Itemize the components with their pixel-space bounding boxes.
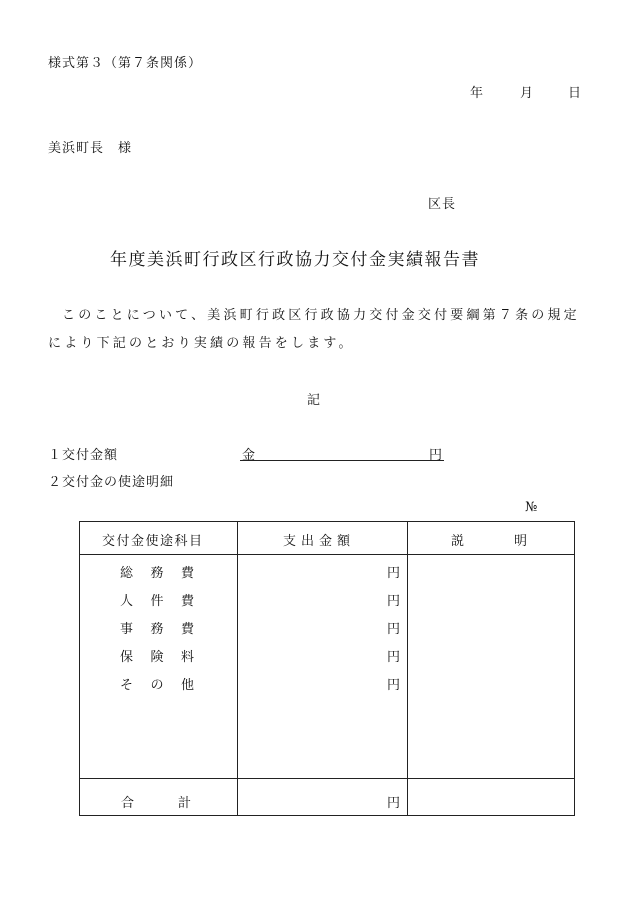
- total-amount-unit: 円: [387, 796, 401, 811]
- row-category: 保 険 料: [120, 650, 194, 665]
- date-month-label: 月: [520, 86, 535, 101]
- date-day-label: 日: [568, 86, 583, 101]
- document-title: 年度美浜町行政区行政協力交付金実績報告書: [110, 250, 480, 270]
- sender-label: 区長: [428, 197, 457, 212]
- col-divider-1: [237, 522, 238, 815]
- amount-underline: [240, 460, 444, 461]
- header-amount: 支出金額: [283, 534, 356, 549]
- body-line-1: このことについて、美浜町行政区行政協力交付金交付要綱第７条の規定: [62, 308, 580, 323]
- item1-prefix: 金: [242, 448, 257, 463]
- item1-unit: 円: [429, 448, 444, 463]
- row-amount-unit: 円: [387, 650, 401, 665]
- row-category: 人 件 費: [120, 594, 194, 609]
- row-amount-unit: 円: [387, 678, 401, 693]
- total-label: 合 計: [121, 796, 191, 811]
- row-category: そ の 他: [120, 678, 194, 693]
- row-amount-unit: 円: [387, 594, 401, 609]
- row-amount-unit: 円: [387, 566, 401, 581]
- header-description: 説明: [451, 534, 578, 549]
- header-divider: [80, 554, 574, 555]
- form-number: 様式第３（第７条関係）: [48, 56, 203, 71]
- ki-label: 記: [307, 393, 322, 408]
- expense-table: [79, 521, 578, 816]
- header-category: 交付金使途科目: [102, 534, 204, 549]
- row-category: 事 務 費: [120, 622, 194, 637]
- col-divider-2: [407, 522, 408, 815]
- number-label: №: [525, 500, 539, 515]
- item2-label: ２交付金の使途明細: [48, 475, 175, 490]
- total-divider: [80, 778, 574, 779]
- row-amount-unit: 円: [387, 622, 401, 637]
- row-category: 総 務 費: [120, 566, 194, 581]
- item1-label: １交付金額: [48, 448, 119, 463]
- body-line-2: により下記のとおり実績の報告をします。: [48, 336, 355, 351]
- addressee: 美浜町長 様: [48, 141, 133, 156]
- date-year-label: 年: [470, 86, 485, 101]
